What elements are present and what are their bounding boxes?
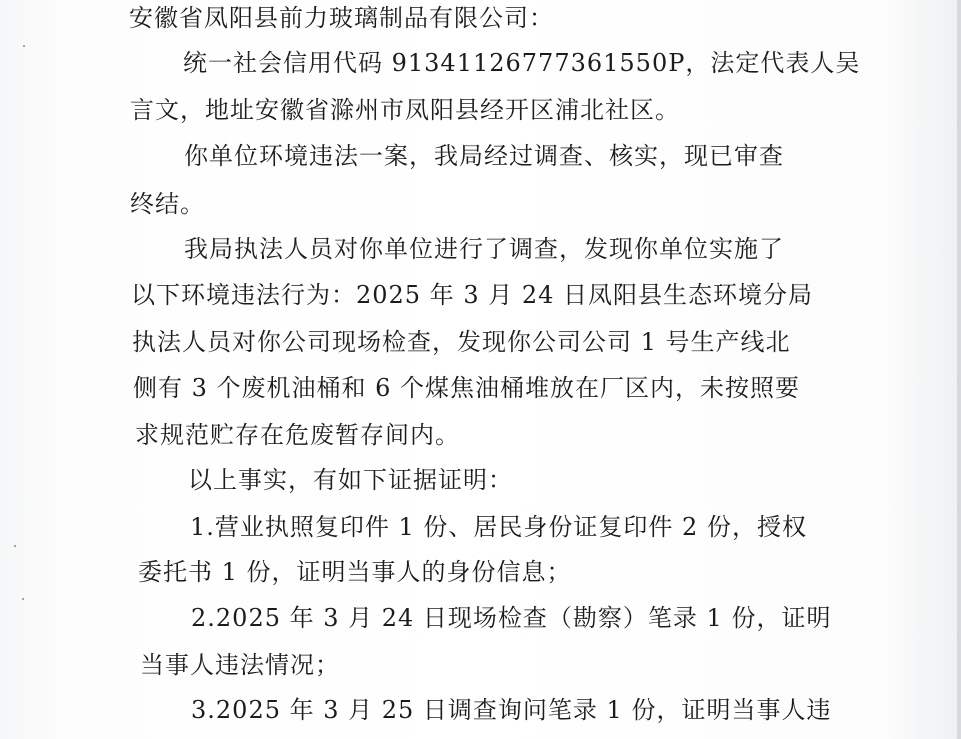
text-line-address: 言文，地址安徽省滁州市凤阳县经开区浦北社区。 — [130, 96, 680, 124]
text-line-evidence-1b: 委托书 1 份，证明当事人的身份信息； — [138, 558, 572, 586]
text-line-case-end: 终结。 — [130, 190, 205, 218]
text-line-investigation: 我局执法人员对你单位进行了调查，发现你单位实施了 — [184, 235, 784, 263]
text-line-credit-code: 统一社会信用代码 91341126777361550P，法定代表人吴 — [183, 49, 861, 77]
text-line-evidence-3a: 3.2025 年 3 月 25 日调查询问笔录 1 份，证明当事人违 — [191, 696, 832, 724]
scan-speck — [14, 545, 16, 547]
text-line-case-intro: 你单位环境违法一案，我局经过调查、核实，现已审查 — [184, 142, 784, 170]
text-line-violation-4: 求规范贮存在危废暂存间内。 — [135, 421, 460, 449]
text-line-recipient: 安徽省凤阳县前力玻璃制品有限公司： — [129, 4, 554, 32]
text-line-violation-1: 以下环境违法行为：2025 年 3 月 24 日凤阳县生态环境分局 — [131, 281, 814, 309]
text-line-evidence-intro: 以上事实，有如下证据证明： — [188, 466, 513, 494]
text-line-evidence-1a: 1.营业执照复印件 1 份、居民身份证复印件 2 份，授权 — [190, 513, 807, 541]
scan-speck — [22, 598, 24, 600]
page-edge — [957, 0, 961, 739]
text-line-violation-3: 侧有 3 个废机油桶和 6 个煤焦油桶堆放在厂区内，未按照要 — [133, 374, 801, 402]
text-line-violation-2: 执法人员对你公司现场检查，发现你公司公司 1 号生产线北 — [132, 328, 791, 356]
text-line-evidence-2b: 当事人违法情况； — [140, 651, 340, 679]
scan-speck — [23, 45, 25, 47]
text-line-evidence-2a: 2.2025 年 3 月 24 日现场检查（勘察）笔录 1 份，证明 — [191, 604, 832, 632]
